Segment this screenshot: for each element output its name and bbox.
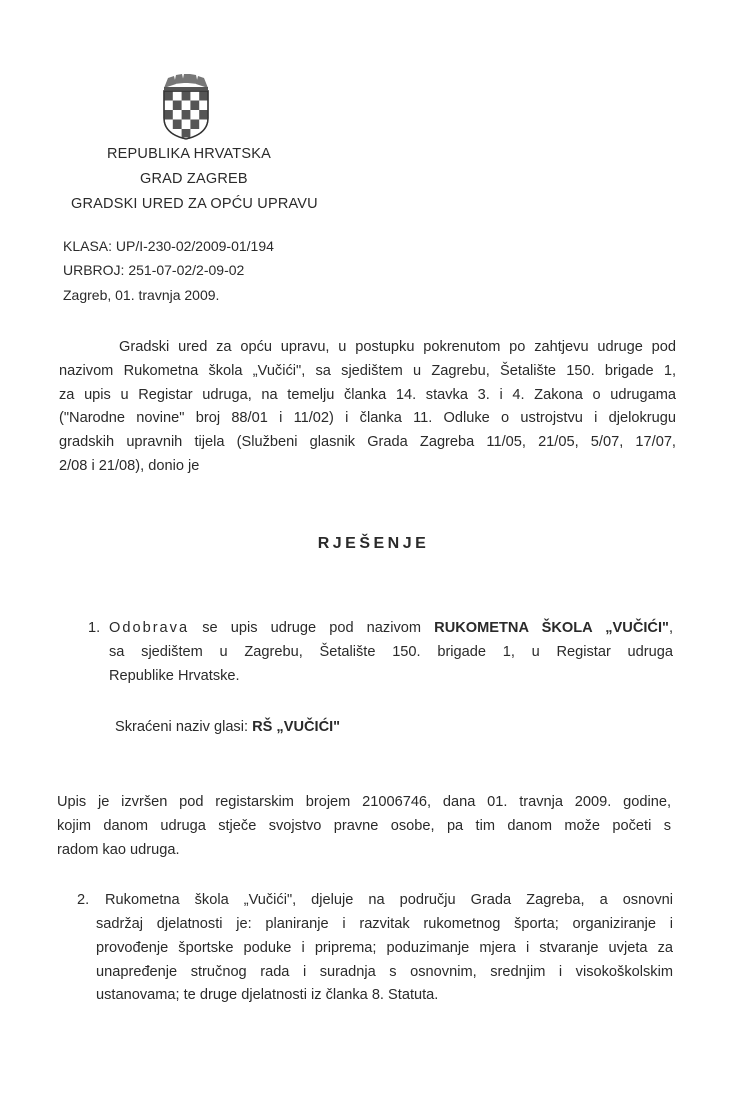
registration-line: Upis je izvršen pod registarskim brojem 21006746, dana 01. travnja 2009. godine,	[57, 794, 671, 810]
short-name-line	[115, 716, 515, 740]
item-2-line: Rukometna škola „Vučići", djeluje na području Grada Zagreba, a osnovni	[105, 892, 673, 908]
header-city: GRAD ZAGREB	[140, 171, 248, 187]
intro-line: ("Narodne novine" broj 88/01 i 11/02) i članka 11. Odluke o ustrojstvu i djelokrugu	[59, 410, 676, 427]
item-1-line: Republike Hrvatske.	[109, 667, 240, 684]
item-1-number: 1.	[88, 620, 101, 636]
klasa-line: KLASA: UP/I-230-02/2009-01/194	[63, 238, 274, 254]
coat-of-arms-emblem	[160, 74, 212, 140]
item-2-paragraph-cont	[96, 913, 673, 1008]
item-2-line: sadržaj djelatnosti je: planiranje i razvitak rukometnog športa; organiziranje i	[96, 916, 673, 932]
item-1-verb: Odobrava	[109, 620, 190, 636]
intro-line: za upis u Registar udruga, na temelju članka 14. stavka 3. i 4. Zakona o udrugama	[59, 386, 676, 403]
short-name-label: Skraćeni naziv glasi:	[115, 719, 253, 735]
item-2-number: 2.	[77, 892, 90, 908]
item-1-comma: ,	[668, 620, 673, 636]
intro-line: 2/08 i 21/08), donio je	[59, 457, 200, 474]
intro-line: gradskih upravnih tijela (Službeni glasnik Grada Zagreba 11/05, 21/05, 5/07, 17/07,	[59, 434, 676, 451]
header-republic: REPUBLIKA HRVATSKA	[107, 146, 271, 162]
item-2-line: ustanovama; te druge djelatnosti iz članka 8. Statuta.	[96, 987, 439, 1004]
date-line: Zagreb, 01. travnja 2009.	[63, 287, 220, 303]
item-2-line: unapređenje stručnog rada i suradnja s osnovnim, srednjim i visokoškolskim	[96, 963, 673, 980]
urbroj-line: URBROJ: 251-07-02/2-09-02	[63, 262, 245, 278]
item-2-line: provođenje športske poduke i priprema; poduzimanje mjera i stvaranje uvjeta za	[96, 939, 673, 956]
intro-paragraph	[59, 336, 676, 479]
item-1-line	[109, 617, 673, 641]
item-1-line: sa sjedištem u Zagrebu, Šetalište 150. brigade 1, u Registar udruga	[109, 643, 673, 660]
decision-title: RJEŠENJE	[317, 535, 430, 552]
header-office: GRADSKI URED ZA OPĆU UPRAVU	[71, 196, 318, 212]
association-name: RUKOMETNA ŠKOLA „VUČIĆI"	[434, 620, 669, 636]
item-2-paragraph	[105, 889, 673, 913]
registration-paragraph	[57, 791, 671, 862]
intro-line: nazivom Rukometna škola „Vučići", sa sjedištem u Zagrebu, Šetalište 150. brigade 1,	[59, 362, 676, 379]
short-name-value: RŠ „VUČIĆI"	[252, 719, 341, 735]
item-1-text: se upis udruge pod nazivom	[189, 620, 435, 636]
item-1-paragraph	[109, 617, 673, 688]
intro-line: Gradski ured za opću upravu, u postupku pokrenutom po zahtjevu udruge pod	[119, 339, 676, 355]
registration-line: kojim danom udruga stječe svojstvo pravne osobe, pa tim danom može početi s	[57, 817, 671, 834]
registration-line: radom kao udruga.	[57, 841, 180, 858]
